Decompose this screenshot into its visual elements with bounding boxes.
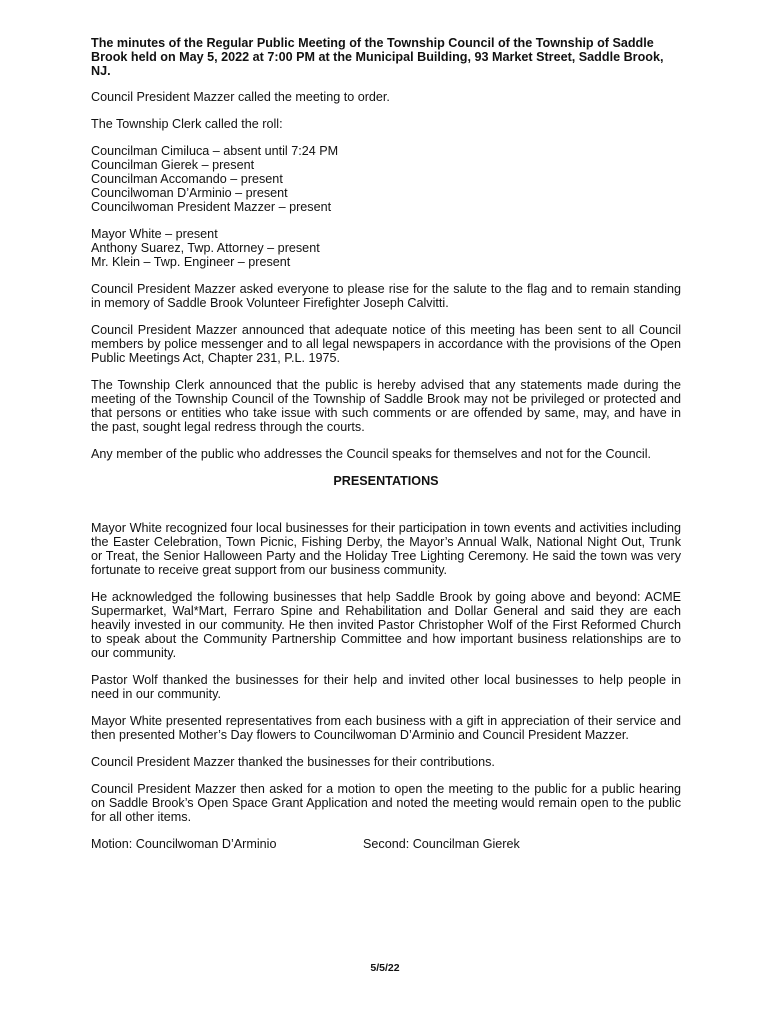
roll-item: Councilwoman President Mazzer – present <box>91 200 332 214</box>
minutes-page <box>91 36 681 851</box>
roll-item: Councilman Cimiluca – absent until 7:24 PM <box>91 144 339 158</box>
page-footer-date: 5/5/22 <box>370 962 400 974</box>
second-by: Second: Councilman Gierek <box>363 837 520 851</box>
called-to-order-text: Council President Mazzer called the meeting to order. <box>91 90 390 104</box>
presentation-paragraph: Council President Mazzer thanked the businesses for their contributions. <box>91 755 495 769</box>
section-heading-presentations: PRESENTATIONS <box>333 474 439 488</box>
roll-item: Councilwoman D’Arminio – present <box>91 186 288 200</box>
officials-roll-list <box>91 227 681 269</box>
roll-intro-text: The Township Clerk called the roll: <box>91 117 283 131</box>
notice-paragraph: Council President Mazzer announced that adequate notice of this meeting has been sent to all Council members by police messenger and to all legal newspapers in accordance with the provisions of the Open Public Meetings Act, Chapter 231, P.L. 1975. <box>91 323 681 365</box>
presentation-paragraph: He acknowledged the following businesses that help Saddle Brook by going above and beyond: ACME Supermarket, Wal*Mart, Ferraro Spine and Rehabilitation and Dollar General and said they are each heavily invested in our community. He then invited Pastor Christopher Wolf of the First Reformed Church to speak about the Community Partnership Committee and how important business relationships are to our community. <box>91 590 681 660</box>
motion-request-paragraph: Council President Mazzer then asked for a motion to open the meeting to the public for a public hearing on Saddle Brook’s Open Space Grant Application and noted the meeting would remain open to the public for all other items. <box>91 782 681 824</box>
roll-item: Anthony Suarez, Twp. Attorney – present <box>91 241 320 255</box>
roll-item: Councilman Gierek – present <box>91 158 255 172</box>
presentation-paragraph: Mayor White presented representatives from each business with a gift in appreciation of their service and then presented Mother’s Day flowers to Councilwoman D’Arminio and Council President Mazzer. <box>91 714 681 742</box>
document-title: The minutes of the Regular Public Meeting of the Township Council of the Township of Saddle Brook held on May 5, 2022 at 7:00 PM at the Municipal Building, 93 Market Street, Saddle Brook, NJ. <box>91 36 664 78</box>
roll-item: Mr. Klein – Twp. Engineer – present <box>91 255 291 269</box>
public-advisory-paragraph: The Township Clerk announced that the public is hereby advised that any statements made during the meeting of the Township Council of the Township of Saddle Brook may not be privileged or protected and that persons or entities who take issue with such comments or are offended by same, may, and have in the past, sought legal redress through the courts. <box>91 378 681 434</box>
presentation-paragraph: Mayor White recognized four local businesses for their participation in town events and activities including the Easter Celebration, Town Picnic, Fishing Derby, the Mayor’s Annual Walk, National Night Out, Trunk or Treat, the Senior Halloween Party and the Holiday Tree Lighting Ceremony. He said the town was very fortunate to receive great support from our business community. <box>91 521 681 577</box>
roll-item: Councilman Accomando – present <box>91 172 283 186</box>
flag-salute-paragraph: Council President Mazzer asked everyone to please rise for the salute to the flag and to remain standing in memory of Saddle Brook Volunteer Firefighter Joseph Calvitti. <box>91 282 681 310</box>
council-roll-list <box>91 144 681 214</box>
motion-by: Motion: Councilwoman D’Arminio <box>91 837 277 851</box>
public-speaks-paragraph: Any member of the public who addresses the Council speaks for themselves and not for the Council. <box>91 447 652 461</box>
roll-item: Mayor White – present <box>91 227 218 241</box>
presentation-paragraph: Pastor Wolf thanked the businesses for their help and invited other local businesses to help people in need in our community. <box>91 673 681 701</box>
motion-row <box>91 837 681 851</box>
